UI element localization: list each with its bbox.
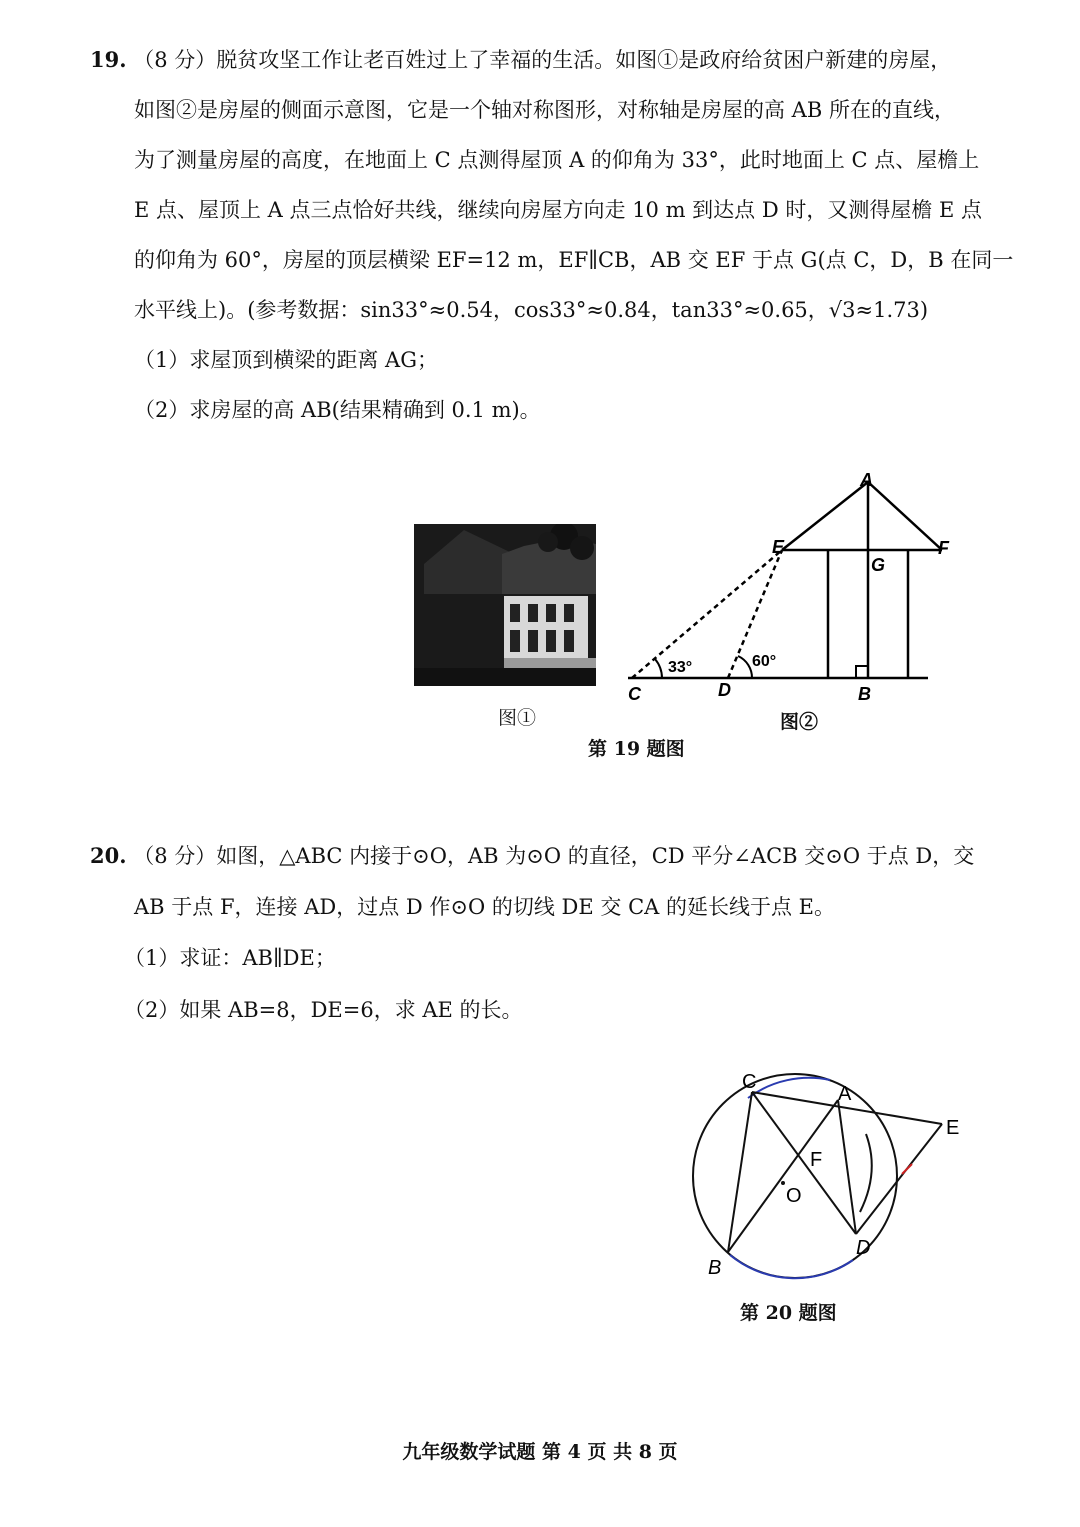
fig2-caption: 图② — [780, 711, 819, 733]
label-angle-33: 33° — [668, 659, 693, 676]
q20-line-2: AB 于点 F，连接 AD，过点 D 作⊙O 的切线 DE 交 CA 的延长线于点 E。 — [134, 895, 835, 919]
label-o20: O — [786, 1185, 802, 1207]
q19-line-1 — [90, 46, 951, 74]
q19-line-5: 的仰角为 60°，房屋的顶层横梁 EF=12 m，EF∥CB，AB 交 EF 于点 G(点 C，D，B 在同一 — [134, 248, 1014, 272]
label-d20: D — [856, 1237, 871, 1259]
q19-sub-2: （2）求房屋的高 AB(结果精确到 0.1 m)。 — [134, 398, 541, 422]
q19-number: 19. — [90, 47, 127, 72]
label-c: C — [628, 684, 641, 704]
label-a: A — [860, 470, 873, 490]
q20-text-1: （8 分）如图，△ABC 内接于⊙O，AB 为⊙O 的直径，CD 平分∠ACB 交⊙O 于点 D，交 — [133, 844, 975, 868]
fig20-diagram — [680, 1062, 980, 1287]
fig2-diagram — [620, 470, 960, 740]
q19-line-6: 水平线上)。(参考数据：sin33°≈0.54，cos33°≈0.84，tan33°≈0.65，√3≈1.73) — [134, 298, 929, 322]
label-d: D — [718, 680, 731, 700]
fig1-caption: 图① — [498, 707, 537, 729]
label-g: G — [871, 555, 886, 575]
center-dot — [781, 1181, 785, 1185]
label-e: E — [772, 537, 785, 557]
side-arc — [860, 1134, 872, 1212]
house-photo — [414, 524, 596, 686]
q20-number: 20. — [90, 843, 127, 868]
label-a20: A — [838, 1083, 852, 1105]
q19-line-3: 为了测量房屋的高度，在地面上 C 点测得屋顶 A 的仰角为 33°，此时地面上 C 点、屋檐上 — [134, 148, 980, 172]
q20-sub-2: （2）如果 AB=8，DE=6，求 AE 的长。 — [124, 998, 523, 1022]
q20-line-1 — [90, 842, 974, 870]
angle-arc-33 — [655, 659, 662, 678]
q19-line-2: 如图②是房屋的侧面示意图，它是一个轴对称图形，对称轴是房屋的高 AB 所在的直线， — [134, 98, 955, 122]
roof-right — [868, 482, 942, 550]
label-c20: C — [742, 1071, 757, 1093]
q20-figure-caption: 第 20 题图 — [740, 1302, 837, 1324]
q19-figure-caption: 第 19 题图 — [588, 738, 685, 760]
q19-text-1: （8 分）脱贫攻坚工作让老百姓过上了幸福的生活。如图①是政府给贫困户新建的房屋， — [133, 48, 952, 72]
q19-line-4: E 点、屋顶上 A 点三点恰好共线，继续向房屋方向走 10 m 到达点 D 时，又测得屋檐 E 点 — [134, 198, 983, 222]
label-b: B — [858, 684, 871, 704]
label-e20: E — [946, 1117, 960, 1139]
angle-arc-60 — [738, 656, 752, 678]
label-f: F — [938, 538, 949, 558]
line-ba — [728, 1100, 838, 1252]
label-angle-60: 60° — [752, 653, 777, 670]
line-cb — [728, 1092, 752, 1252]
circle-arc-blue — [730, 1255, 853, 1278]
roof-left — [782, 482, 868, 550]
label-b20: B — [708, 1257, 722, 1279]
tangent-mark-red — [902, 1164, 912, 1174]
q20-sub-1: （1）求证：AB∥DE； — [124, 946, 336, 970]
q19-sub-1: （1）求屋顶到横梁的距离 AG； — [134, 348, 438, 372]
right-angle-mark — [856, 666, 868, 678]
page-footer: 九年级数学试题 第 4 页 共 8 页 — [402, 1441, 678, 1463]
label-f20: F — [810, 1149, 823, 1171]
